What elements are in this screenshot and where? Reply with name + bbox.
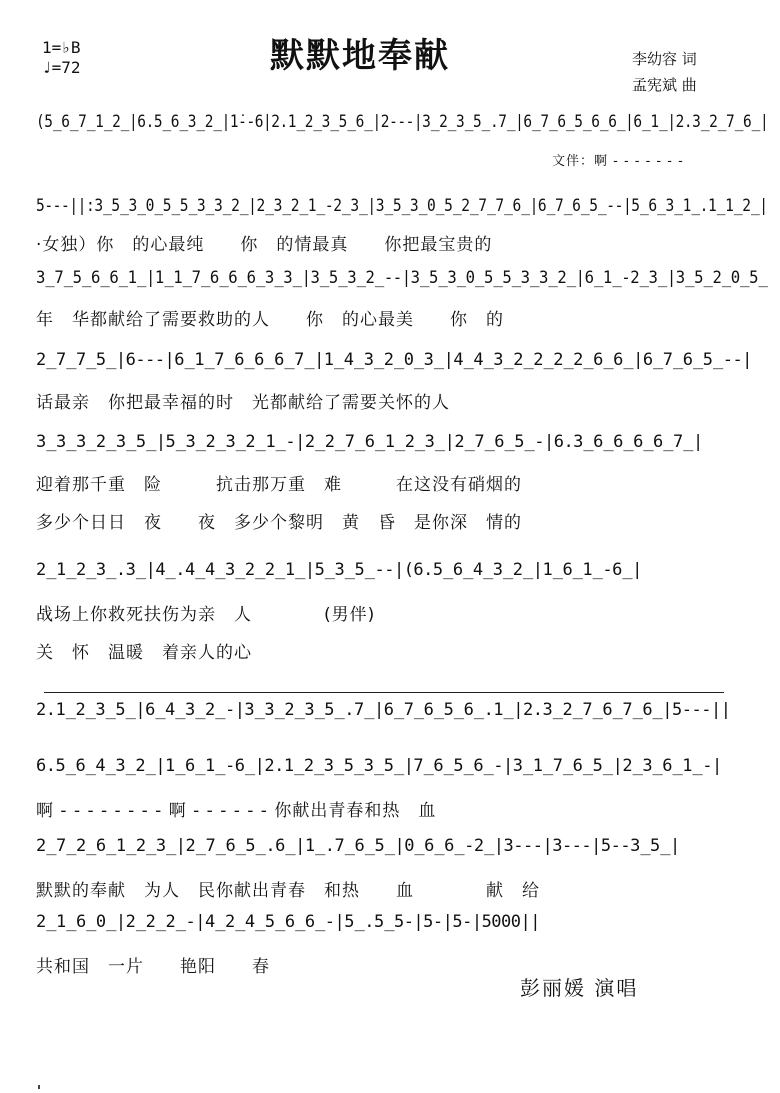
notation-line-5: 3̲3̲3̲2̲3̲5̲|5̲3̲2̲3̲2̲1̲-|2̲2̲7̲6̲1̲2̲3̲|2̲7̲6̲5̲-|6.3̲6̲6̲6̲6̲7̲|: [36, 432, 703, 452]
lyric-line-3: 年 华都献给了需要救助的人 你 的心最美 你 的: [36, 310, 504, 330]
notation-line-9: 2̲7̲2̲6̲1̲2̲3̲|2̲7̲6̲5̲.6̲|1̲.7̲6̲5̲|0̲6̲6̲-2̲|3---|3---|5--3̲5̲|: [36, 836, 680, 856]
notation-line-7: 2.1̲2̲3̲5̲|6̲4̲3̲2̲-|3̲3̲2̲3̲5̲.7̲|6̲7̲6̲5̲6̲.1̲|2.3̲2̲7̲6̲7̲6̲|5---||: [36, 700, 731, 720]
tempo-marking: ♩=72: [42, 58, 81, 77]
score-header-left: [42, 38, 81, 78]
scan-mark: [38, 1085, 40, 1089]
lyricist-credit: 李幼容 词: [632, 50, 697, 68]
notation-line-3: 3̲7̲5̲6̲6̲1̲|1̲1̲7̲6̲6̲6̲3̲3̲|3̲5̲3̲2̲--|3̲5̲3̲0̲5̲5̲3̲3̲2̲|6̲1̲-2̲3̲|3̲5̲2̲0̲5̲: [36, 268, 768, 288]
singer-credit: 彭丽媛 演唱: [520, 976, 639, 1000]
lyric-line-4: 话最亲 你把最幸福的时 光都献给了需要关怀的人: [36, 393, 450, 413]
key-signature: 1=♭B: [42, 38, 81, 57]
lyric-line-1: 文伴：啊 - - - - - - -: [552, 154, 684, 169]
notation-line-4: 2̲7̲7̲5̲|6---|6̲1̲7̲6̲6̲6̲7̲|1̲4̲3̲2̲0̲3̲|4̲4̲3̲2̲2̲2̲2̲6̲6̲|6̲7̲6̲5̲--|: [36, 350, 752, 370]
notation-line-2: 5---||:3̲5̲3̲0̲5̲5̲3̲3̲2̲|2̲3̲2̲1̲-2̲3̲|3̲5̲3̲0̲5̲2̲7̲7̲6̲|6̲7̲6̲5̲--|5̲6̲3̲1̲.1̲1̲2̲|: [36, 196, 768, 216]
lyric-line-2: ·女独）你 的心最纯 你 的情最真 你把最宝贵的: [36, 235, 493, 255]
notation-line-6: 2̲1̲2̲3̲.3̲|4̲.4̲4̲3̲2̲2̲1̲|5̲3̲5̲--|(6.5̲6̲4̲3̲2̲|1̲6̲1̲-6̲|: [36, 560, 642, 580]
lyric-line-9: 默默的奉献 为人 民你献出青春 和热 血 献 给: [36, 881, 540, 901]
section-bracket: [44, 692, 724, 693]
notation-line-1: (5̲6̲7̲1̲2̲|6.5̲6̲3̲2̲|1̇--6|2.1̲2̲3̲5̲6̲|2---|3̲2̲3̲5̲.7̲|6̲7̲6̲5̲6̲6̲|6̲1̲|2.3̲2̲7̲6̲|: [36, 112, 769, 132]
lyric-line-10: 共和国 一片 艳阳 春: [36, 957, 270, 977]
song-title: 默默地奉献: [270, 36, 450, 76]
lyric-line-5a: 迎着那千重 险 抗击那万重 难 在这没有硝烟的: [36, 475, 522, 495]
lyric-line-6a: 战场上你救死扶伤为亲 人 (男伴): [36, 605, 376, 625]
notation-line-8: 6.5̲6̲4̲3̲2̲|1̲6̲1̲-6̲|2.1̲2̲3̲5̲3̲5̲|7̲6̲5̲6̲-|3̲1̲7̲6̲5̲|2̲3̲6̲1̲-|: [36, 756, 722, 776]
notation-line-10: 2̲1̲6̲0̲|2̲2̲2̲-|4̲2̲4̲5̲6̲6̲-|5̲.5̲5-|5-|5-|5000||: [36, 912, 540, 932]
composer-credit: 孟宪斌 曲: [632, 76, 697, 94]
lyric-line-8: 啊 - - - - - - - - 啊 - - - - - - 你献出青春和热 血: [36, 801, 437, 821]
lyric-line-5b: 多少个日日 夜 夜 多少个黎明 黄 昏 是你深 情的: [36, 513, 522, 533]
lyric-line-6b: 关 怀 温暖 着亲人的心: [36, 643, 252, 663]
credits: [632, 46, 697, 98]
